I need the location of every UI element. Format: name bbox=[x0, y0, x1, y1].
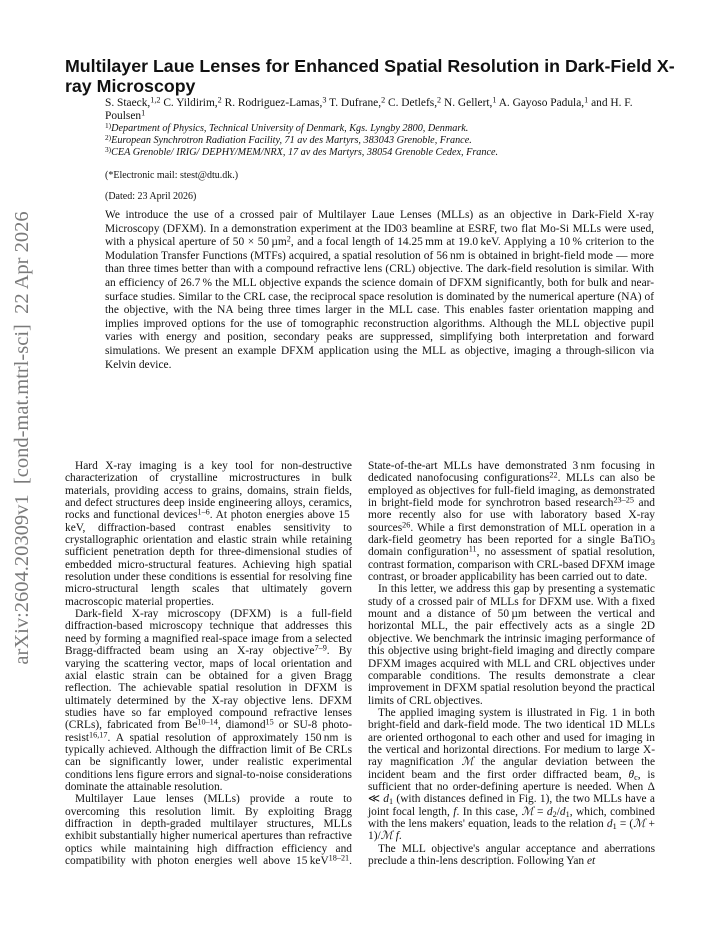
body-paragraph bbox=[65, 460, 352, 608]
italic-text: d bbox=[383, 793, 389, 806]
superscript: 1) bbox=[105, 120, 112, 130]
text-run: The MLL objective's angular acceptance and aberrations preclude a thin-lens description. Following Yan bbox=[368, 842, 655, 867]
superscript: 1 bbox=[492, 95, 497, 105]
text-run: = bbox=[533, 805, 547, 818]
affiliation bbox=[105, 144, 505, 159]
superscript: 2 bbox=[381, 95, 386, 105]
paper-title: Multilayer Laue Lenses for Enhanced Spatial Resolution in Dark-Field X-ray Microscopy bbox=[65, 56, 675, 96]
subscript: 1 bbox=[565, 809, 570, 819]
italic-text: Department of Physics, Technical University of Denmark, Kgs. Lyngby 2800, Denmark. bbox=[111, 123, 469, 134]
superscript: 18–21 bbox=[328, 853, 350, 863]
front-matter bbox=[105, 97, 654, 372]
text-run: . In this case, bbox=[456, 805, 522, 818]
subscript: 2 bbox=[552, 809, 557, 819]
superscript: 3 bbox=[322, 95, 327, 105]
body-paragraph bbox=[368, 707, 655, 843]
superscript: 1,2 bbox=[150, 95, 161, 105]
italic-text: θ bbox=[628, 768, 635, 781]
text-run: Dark-field X-ray microscopy (DFXM) is a full-field diffraction-based microscopy technique that addresses this need by forming a magnified real-space image from a selected Bragg-diffracted beam using an X-ray objective bbox=[65, 608, 352, 658]
superscript: 2) bbox=[105, 132, 112, 142]
text-run: / bbox=[556, 805, 560, 818]
affiliation bbox=[105, 132, 505, 147]
italic-text: f bbox=[395, 830, 399, 843]
text-run: R. Rodriguez-Lamas, bbox=[221, 97, 323, 109]
body-paragraph bbox=[65, 608, 352, 793]
subscript: 1 bbox=[612, 822, 617, 832]
superscript: 26 bbox=[402, 520, 411, 530]
text-run: , and a focal length of 14.25 mm at 19.0 keV. Applying a 10 % criterion to the Modulation Transfer Functions (MTFs) acquired, a spatial resolution of 56 nm is obtained in bright-field mode — more than three times better than with a compound refractive lens (CRL) objective. The dark-field resolution is similar. With an efficiency of 26.7 % the MLL objective expands the science domain of DFXM significantly, both for bulk and near-surface studies. Similar to the CRL case, the reciprocal space resolution is dominated by the numerical aperture (NA) of the objective, with the NA being three times larger in the MLL case. This enables faster orientation mapping and implies improved options for the use of tomographic reconstruction algorithms. Although the MLL objective pupil varies with energy and position, secondary peaks are suppressed, simplifying both interpretation and forward simulations. We present an example DFXM application using the MLL as objective, imaging a through-silicon via Kelvin device. bbox=[105, 236, 654, 371]
text-run: or SU-8 photo-resist bbox=[65, 719, 352, 744]
text-run: Hard X-ray imaging is a key tool for non-destructive characterization of crystalline microstructures in bulk materials, providing access to grains, domains, strain fields, and defect structures deep inside engineering alloys, ceramics, rocks and functional devices bbox=[65, 460, 352, 522]
text-run: S. Staeck, bbox=[105, 97, 151, 109]
italic-text: CEA Grenoble/ IRIG/ DEPHY/MEM/NRX, 17 av des Martyrs, 38054 Grenoble Cedex, France. bbox=[111, 147, 499, 158]
superscript: 1 bbox=[584, 95, 589, 105]
italic-text: ℳ bbox=[521, 805, 534, 818]
italic-text: ℳ bbox=[461, 756, 474, 769]
text-run: . State-of-the-art MLLs have demonstrated 3 nm focusing in dedicated nanofocusing configurations bbox=[349, 460, 655, 867]
italic-text: et bbox=[586, 855, 596, 867]
superscript: 1–6 bbox=[197, 507, 210, 517]
text-run: the angular deviation between the incident beam and the first order diffracted beam, bbox=[368, 756, 656, 781]
text-run: A. Gayoso Padula, bbox=[496, 97, 585, 109]
italic-text: ℳ bbox=[633, 817, 646, 830]
subscript: 1 bbox=[388, 797, 394, 807]
superscript: 22 bbox=[549, 470, 558, 480]
text-run: and more recently also for use with laboratory based X-ray sources bbox=[368, 497, 655, 534]
abstract bbox=[105, 209, 654, 372]
body-paragraph bbox=[368, 583, 655, 706]
text-run: . bbox=[398, 830, 402, 843]
text-run: The applied imaging system is illustrated in Fig. 1 in both bright-field and dark-field mode. The two identical 1D MLLs are oriented orthogonal to each other and used for imaging in the vertical and horizontal directions. For medium to large X-ray magnification bbox=[368, 706, 655, 769]
superscript: 2 bbox=[217, 95, 222, 105]
italic-text: European Synchrotron Radiation Facility, 71 av des Martyrs, 383043 Grenoble, France. bbox=[111, 135, 472, 146]
text-run: , which, combined with the lens makers' equation, leads to the relation bbox=[368, 805, 656, 830]
superscript: 23–25 bbox=[613, 495, 634, 505]
text-run: + 1)/ bbox=[368, 817, 655, 843]
superscript: 3) bbox=[105, 144, 112, 154]
text-run: = ( bbox=[616, 817, 634, 830]
superscript: 15 bbox=[265, 717, 274, 727]
text-run: . At photon energies above 15 keV, diffraction-based contrast enables sensitivity to crystallographic orientation and elastic strain while retaining sufficient penetration depth for three-dimensional studies of embedded micro-structural features. Achieving high spatial resolution under these conditions is essential for resolving fine micro-structural length scales that ultimately govern macroscopic material properties. bbox=[65, 509, 352, 608]
text-run: and H. F. Poulsen bbox=[105, 97, 633, 122]
subscript: c bbox=[634, 772, 638, 782]
text-run: . A spatial resolution of approximately 150 nm is typically achieved. Although the diffraction limit of Be CRLs can be significantly lower, under realistic experimental conditions lens figure errors and signal-to-noise considerations dominate the attainable resolution. bbox=[65, 731, 352, 793]
subscript: 3 bbox=[650, 538, 655, 548]
italic-text: d bbox=[559, 805, 566, 818]
affiliation-list bbox=[105, 120, 505, 159]
text-run: . While a first demonstration of MLL operation in a dark-field geometry has been reported for a single BaTiO bbox=[368, 521, 655, 547]
superscript: 16,17 bbox=[89, 730, 108, 740]
text-run: C. Detlefs, bbox=[385, 97, 438, 109]
text-run: , diamond bbox=[217, 719, 266, 732]
text-run: , is sufficient that no order-defining aperture is needed. When Δ ≪ bbox=[368, 768, 655, 806]
author-list bbox=[105, 97, 654, 123]
text-run: N. Gellert, bbox=[441, 97, 493, 109]
text-run: . By varying the scattering vector, maps of local orientation and axial elastic strain can be obtained for a given Bragg reflection. The achievable spatial resolution in DFXM is ultimately determined by the X-ray objective lens. DFXM studies have so far employed compound refractive lenses (CRLs), fabricated from Be bbox=[65, 645, 352, 732]
superscript: 1 bbox=[141, 108, 146, 118]
email-note: (*Electronic mail: stest@dtu.dk.) bbox=[105, 170, 239, 181]
text-run: Multilayer Laue lenses (MLLs) provide a route to overcoming this resolution limit. By exploiting Bragg diffraction in depth-graded multilayer structures, MLLs exhibit substantially higher numerical apertures than refractive optics while maintaining high diffraction efficiency and compatibility with photon energies well above 15 keV bbox=[65, 793, 352, 867]
italic-text: d bbox=[606, 817, 613, 830]
italic-text: ℳ bbox=[380, 830, 393, 843]
dated-line: (Dated: 23 April 2026) bbox=[105, 191, 197, 202]
text-run: , no assessment of spatial resolution, contrast formation, comparison with CRL-based DFXM image contrast, or broader applicability has been carried out to date. bbox=[368, 546, 655, 584]
superscript: 2 bbox=[286, 234, 291, 244]
text-run: C. Yildirim, bbox=[160, 97, 218, 109]
body-columns bbox=[65, 460, 655, 867]
superscript: 10–14 bbox=[197, 717, 218, 727]
text-run: (with distances defined in Fig. 1), the two MLLs have a joint focal length, bbox=[368, 793, 655, 818]
text-run: We introduce the use of a crossed pair of Multilayer Laue Lenses (MLLs) as an objective in Dark-Field X-ray Microscopy (DFXM). In a demonstration experiment at the ID03 beamline at ESRF, two flat Mo-Si MLLs were used, with a physical aperture of 50 × 50 µm bbox=[105, 209, 654, 249]
superscript: 7–9 bbox=[314, 643, 327, 653]
text-run: domain configuration bbox=[368, 546, 469, 559]
affiliation bbox=[105, 120, 505, 135]
text-run: In this letter, we address this gap by presenting a systematic study of a crossed pair of MLLs for DFXM use. With a fixed mount and a distance of 50 µm between the vertical and horizontal MLL, the pair effectively acts as a single 2D objective. We benchmark the intrinsic imaging performance of this objective using bright-field imaging and directly compare DFXM images acquired with MLL and CRL objectives under comparable conditions. The results demonstrate a clear improvement in DFXM spatial resolution beyond the practical limits of CRL objectives. bbox=[368, 583, 655, 707]
italic-text: f bbox=[453, 805, 457, 818]
arxiv-stamp: arXiv:2604.20309v1 [cond-mat.mtrl-sci] 22 Apr 2026 bbox=[11, 211, 33, 665]
text-run: . MLLs can also be employed as objectives for full-field imaging, as demonstrated in bright-field mode for synchrotron based research bbox=[368, 472, 656, 510]
italic-text: d bbox=[546, 805, 553, 818]
superscript: 11 bbox=[468, 544, 477, 554]
superscript: 2 bbox=[437, 95, 442, 105]
body-paragraph bbox=[368, 843, 655, 868]
text-run: T. Dufrane, bbox=[326, 97, 382, 109]
